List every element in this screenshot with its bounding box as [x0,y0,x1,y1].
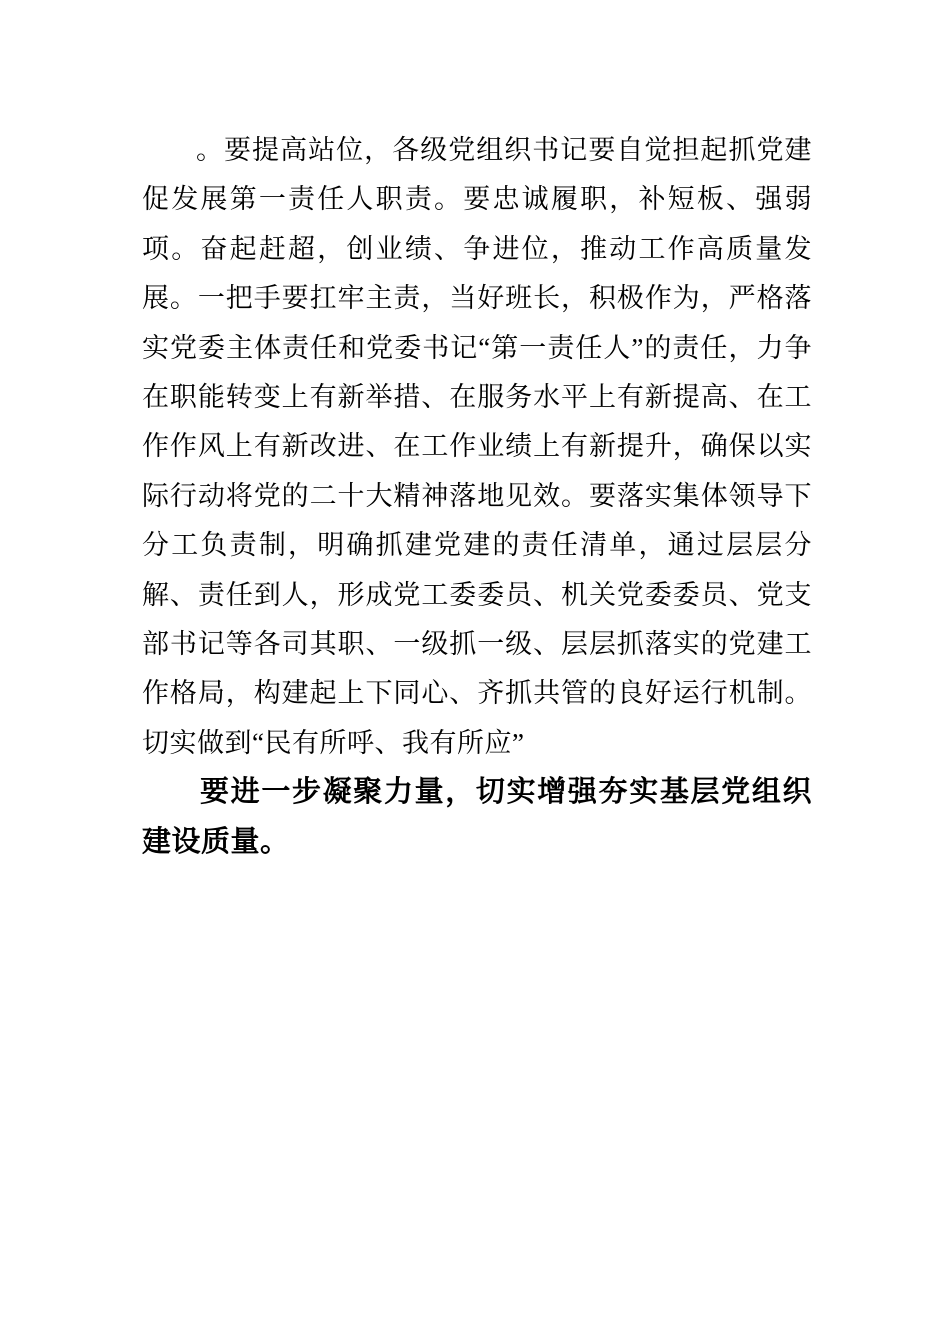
paragraph-bold-emphasis: 要进一步凝聚力量，切实增强夯实基层党组织建设质量。 [142,776,812,858]
document-text-block [142,126,812,867]
paragraph-body-text: 。要提高站位，各级党组织书记要自觉担起抓党建促发展第一责任人职责。要忠诚履职，补短板、强弱项。奋起赶超，创业绩、争进位，推动工作高质量发展。一把手要扛牢主责，当好班长，积极作为，严格落实党委主体责任和党委书记“第一责任人”的责任，力争在职能转变上有新举措、在服务水平上有新提高、在工作作风上有新改进、在工作业绩上有新提升，确保以实际行动将党的二十大精神落地见效。要落实集体领导下分工负责制，明确抓建党建的责任清单，通过层层分解、责任到人，形成党工委委员、机关党委委员、党支部书记等各司其职、一级抓一级、层层抓落实的党建工作格局，构建起上下同心、齐抓共管的良好运行机制。切实做到“民有所呼、我有所应” [142,135,812,758]
